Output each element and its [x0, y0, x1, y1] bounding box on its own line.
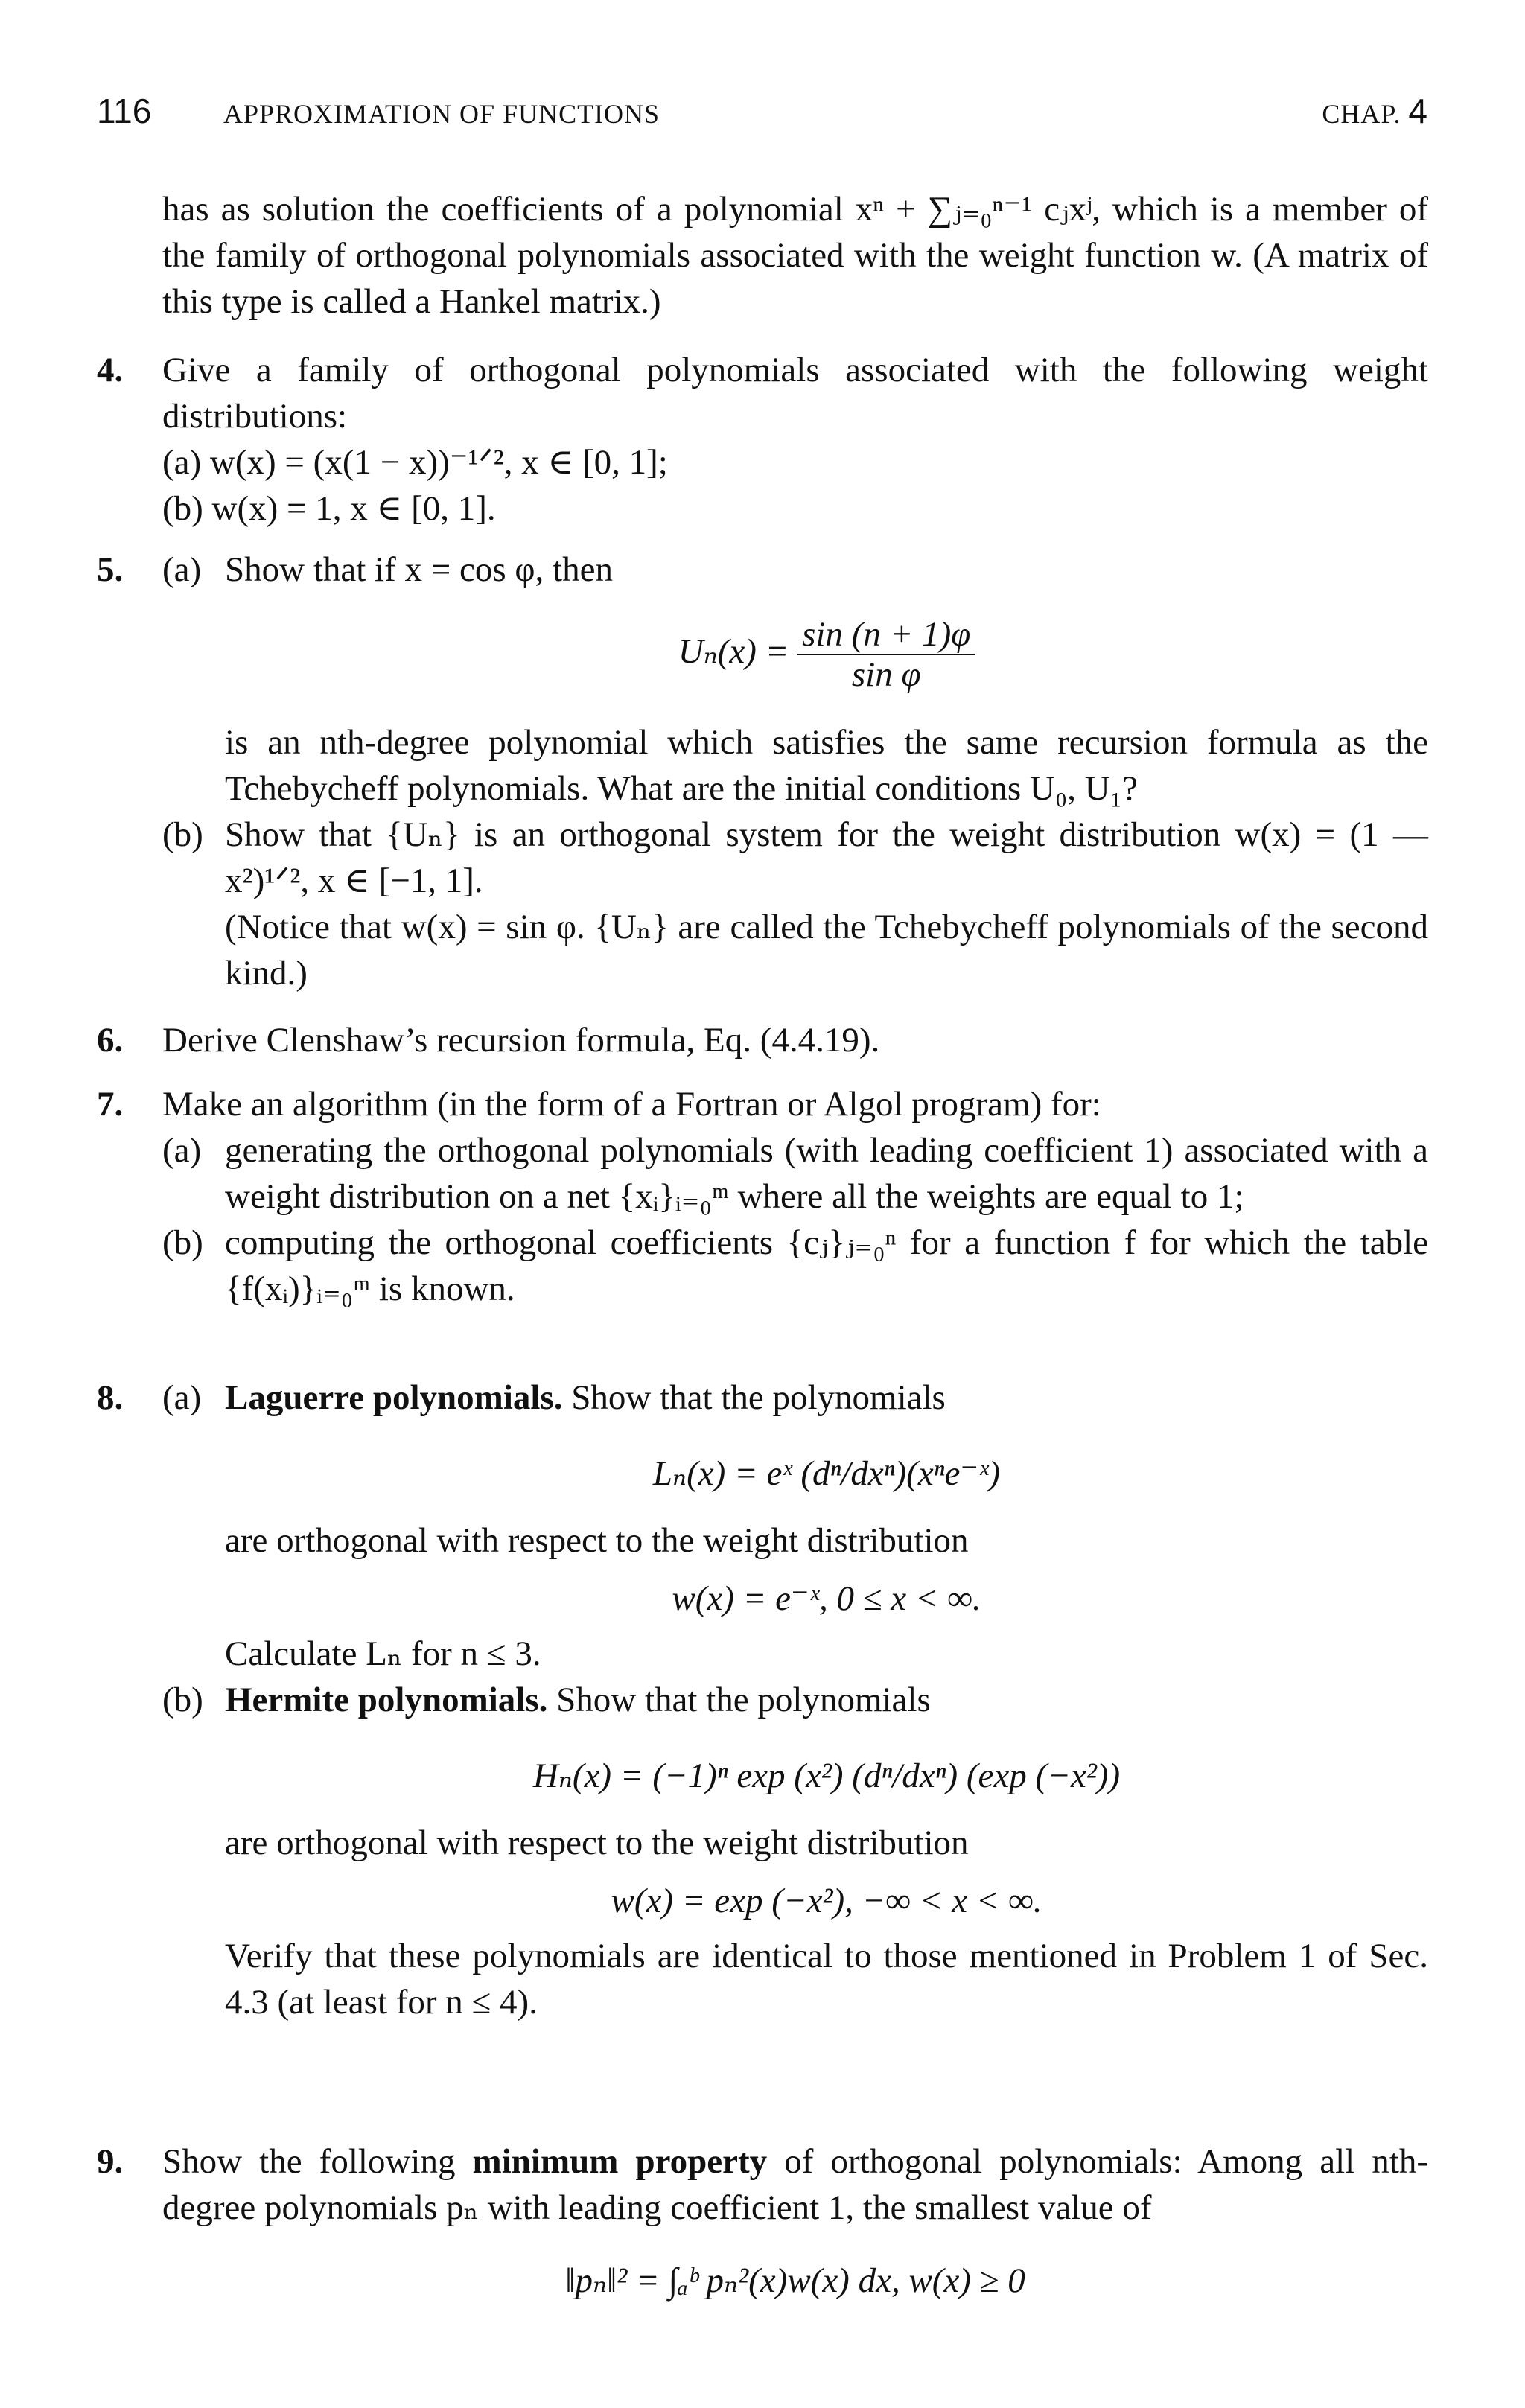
- laguerre-title: Laguerre polynomials.: [225, 1378, 563, 1417]
- problem-7-text: Make an algorithm (in the form of a Fortran or Algol program) for:: [162, 1085, 1101, 1124]
- intro-text: has as solution the coefficients of a polynomial xⁿ + ∑ⱼ₌₀ⁿ⁻¹ cⱼxʲ, which is a member of the family of orthogonal polynomials associated with the weight function w. (A matrix of this type is called a Hankel matrix.): [162, 190, 1428, 321]
- sub-label: (b): [162, 1223, 203, 1262]
- problem-5a-text: Show that if x = cos φ, then: [225, 550, 613, 589]
- problem-number: 9.: [97, 2142, 124, 2181]
- hermite-weight: w(x) = exp (−x²), −∞ < x < ∞.: [611, 1882, 1042, 1920]
- minimum-property-term: minimum property: [472, 2142, 768, 2181]
- sub-label: (a): [162, 550, 202, 589]
- norm-formula: ‖pₙ‖² = ∫ₐᵇ pₙ²(x)w(x) dx, w(x) ≥ 0: [565, 2261, 1025, 2300]
- problem-4: [97, 347, 1428, 532]
- sub-label: (a): [162, 1378, 202, 1417]
- page-number: 116: [97, 92, 152, 130]
- problem-number: 8.: [97, 1378, 124, 1417]
- chapter-word: CHAP.: [1322, 99, 1401, 129]
- problem-4a: (a) w(x) = (x(1 − x))⁻¹ᐟ², x ∈ [0, 1];: [162, 443, 668, 482]
- un-denominator: sin φ: [851, 655, 921, 694]
- laguerre-formula: Lₙ(x) = eˣ (dⁿ/dxⁿ)(xⁿe⁻ˣ): [652, 1454, 1001, 1493]
- problem-number: 6.: [97, 1021, 124, 1060]
- hermite-title: Hermite polynomials.: [225, 1681, 548, 1719]
- problem-5b-note: (Notice that w(x) = sin φ. {Uₙ} are called the Tchebycheff polynomials of the second kind.): [225, 908, 1428, 993]
- sub-label: (a): [162, 1131, 202, 1170]
- un-formula: [225, 615, 1428, 694]
- problem-number: 5.: [97, 550, 124, 589]
- un-fraction: [797, 615, 975, 694]
- running-header: [97, 88, 1428, 133]
- problem-8a-intro: [225, 1375, 1428, 1421]
- problem-9-pre: Show the following: [162, 2142, 456, 2181]
- sub-label: (b): [162, 1681, 203, 1719]
- problem-5b-text: Show that {Uₙ} is an orthogonal system for the weight distribution w(x) = (1 — x²)¹ᐟ², x ∈ [−1, 1].: [225, 815, 1428, 900]
- hermite-formula: Hₙ(x) = (−1)ⁿ exp (x²) (dⁿ/dxⁿ) (exp (−x²)): [532, 1756, 1121, 1795]
- problem-9: [97, 2138, 1428, 2304]
- laguerre-weight: w(x) = e⁻ˣ, 0 ≤ x < ∞.: [672, 1579, 981, 1618]
- problem-5a-after: is an nth-degree polynomial which satisfies the same recursion formula as the Tchebycheff polynomials. What are the initial conditions U₀, U₁?: [225, 723, 1428, 808]
- problem-8a-mid: are orthogonal with respect to the weight distribution: [225, 1521, 969, 1560]
- problem-8b-mid: are orthogonal with respect to the weight distribution: [225, 1823, 969, 1862]
- chapter-label: [1322, 88, 1428, 137]
- problem-6-text: Derive Clenshaw’s recursion formula, Eq. (4.4.19).: [162, 1021, 880, 1060]
- problem-number: 4.: [97, 351, 124, 389]
- problem-8b-intro: [225, 1677, 1428, 1723]
- problem-8a-text: Show that the polynomials: [571, 1378, 946, 1417]
- intro-paragraph: [162, 186, 1428, 325]
- problem-4-text: Give a family of orthogonal polynomials associated with the following weight distributions:: [162, 351, 1428, 436]
- un-numerator: sin (n + 1)φ: [797, 615, 975, 655]
- sub-label: (b): [162, 815, 203, 854]
- problem-9-post: of orthogonal polynomials: Among all nth-degree polynomials pₙ with leading coefficient 1, the smallest value of: [162, 2142, 1429, 2227]
- problem-7a-text: generating the orthogonal polynomials (with leading coefficient 1) associated with a weight distribution on a net {xᵢ}ᵢ₌₀ᵐ where all the weights are equal to 1;: [225, 1131, 1428, 1216]
- problem-4b: (b) w(x) = 1, x ∈ [0, 1].: [162, 489, 496, 528]
- problem-8: [97, 1375, 1428, 2025]
- problem-9-text: [162, 2138, 1428, 2231]
- problem-7: [97, 1081, 1428, 1312]
- problem-6: [97, 1017, 1428, 1063]
- running-title: APPROXIMATION OF FUNCTIONS: [223, 99, 660, 129]
- problem-number: 7.: [97, 1085, 124, 1124]
- problem-8b-text: Show that the polynomials: [556, 1681, 931, 1719]
- chapter-number: 4: [1408, 92, 1428, 130]
- problem-8a-end: Calculate Lₙ for n ≤ 3.: [225, 1634, 541, 1673]
- problem-7b-text: computing the orthogonal coefficients {cⱼ}ⱼ₌₀ⁿ for a function f for which the table {f(xᵢ)}ᵢ₌₀ᵐ is known.: [225, 1223, 1428, 1308]
- un-formula-lhs: Uₙ(x) =: [678, 631, 789, 671]
- problem-5: [97, 547, 1428, 996]
- problem-8b-end: Verify that these polynomials are identical to those mentioned in Problem 1 of Sec. 4.3 (at least for n ≤ 4).: [225, 1937, 1428, 2022]
